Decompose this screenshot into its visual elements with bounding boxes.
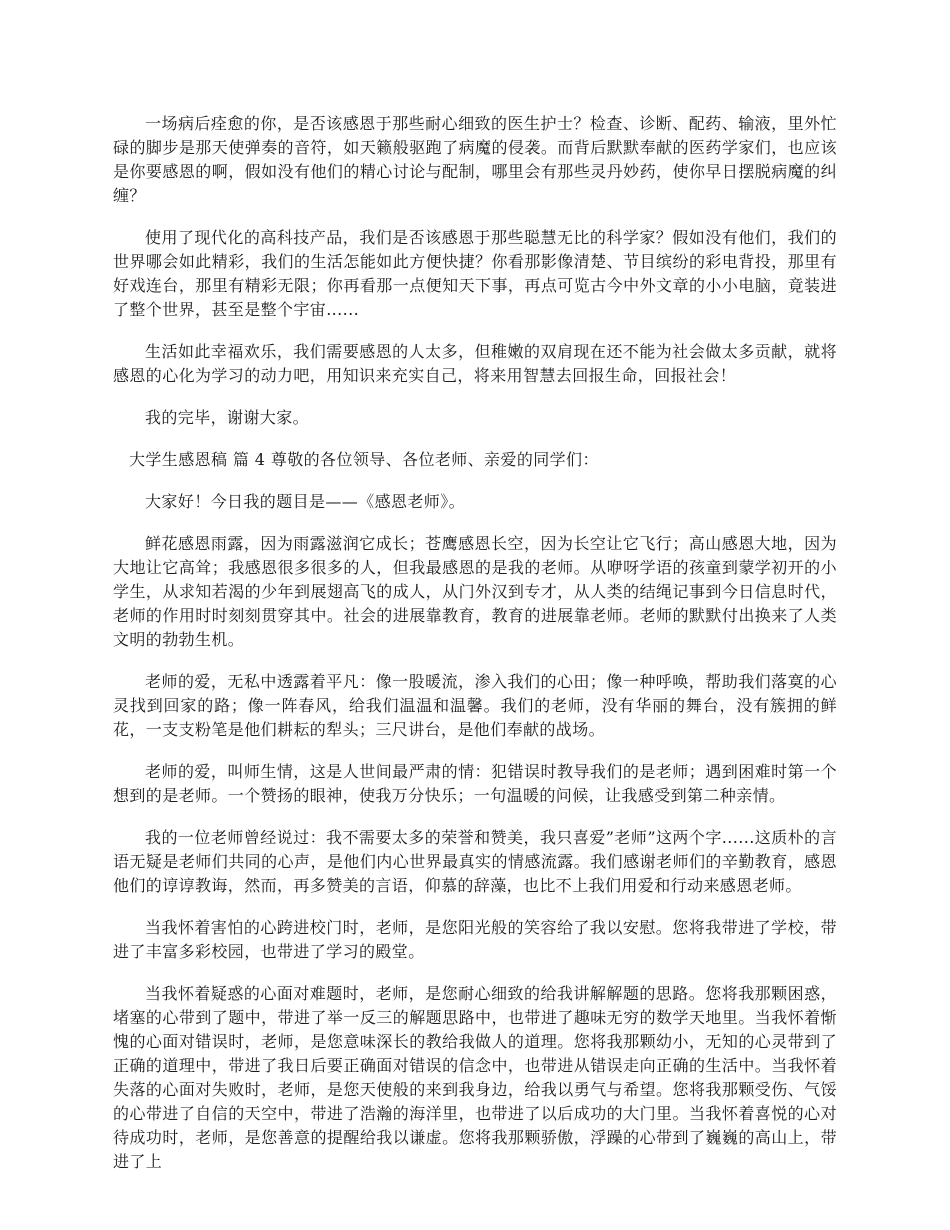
paragraph: 生活如此幸福欢乐，我们需要感恩的人太多，但稚嫩的双肩现在还不能为社会做太多贡献，就将感恩的心化为学习的动力吧，用知识来充实自己，将来用智慧去回报生命，回报社会！ xyxy=(113,342,837,385)
paragraph: 我的完毕，谢谢大家。 xyxy=(145,408,310,427)
paragraph: 当我怀着疑惑的心面对难题时，老师，是您耐心细致的给我讲解解题的思路。您将我那颗困惑，堵塞的心带到了题中，带进了举一反三的解题思路中，也带进了趣味无穷的数学天地里。当我怀着惭愧的心面对错误时，老师，是您意味深长的教给我做人的道理。您将我那颗幼小，无知的心灵带到了正确的道理中，带进了我日后要正确面对错误的信念中，也带进从错误走向正确的生活中。当我怀着失落的心面对失败时，老师，是您天使般的来到我身边，给我以勇气与希望。您将我那颗受伤、气馁的心带进了自信的天空中，带进了浩瀚的海洋里，也带进了以后成功的大门里。当我怀着喜悦的心对待成功时，老师，是您善意的提醒给我以谦虚。您将我那颗骄傲，浮躁的心带到了巍巍的高山上，带进了上 xyxy=(113,984,837,1171)
document-body xyxy=(113,112,837,1174)
paragraph: 我的一位老师曾经说过：我不需要太多的荣誉和赞美，我只喜爱”老师”这两个字......这质朴的言语无疑是老师们共同的心声，是他们内心世界最真实的情感流露。我们感谢老师们的辛勤教育，感恩他们的谆谆教诲，然而，再多赞美的言语，仰慕的辞藻，也比不上我们用爱和行动来感恩老师。 xyxy=(113,828,837,895)
paragraph: 使用了现代化的高科技产品，我们是否该感恩于那些聪慧无比的科学家？假如没有他们，我们的世界哪会如此精彩，我们的生活怎能如此方便快捷？你看那影像清楚、节目缤纷的彩电背投，那里有好戏连台，那里有精彩无限；你再看那一点便知天下事，再点可览古今中外文章的小小电脑，竟装进了整个世界，甚至是整个宇宙...... xyxy=(113,228,837,319)
section-heading: 大学生感恩稿 篇 4 尊敬的各位领导、各位老师、亲爱的同学们： xyxy=(129,450,599,469)
paragraph: 老师的爱，无私中透露着平凡：像一股暖流，渗入我们的心田；像一种呼唤，帮助我们落寞的心灵找到回家的路；像一阵春风，给我们温温和温馨。我们的老师，没有华丽的舞台，没有簇拥的鲜花，一支支粉笔是他们耕耘的犁头；三尺讲台，是他们奉献的战场。 xyxy=(113,672,837,739)
paragraph: 鲜花感恩雨露，因为雨露滋润它成长；苍鹰感恩长空，因为长空让它飞行；高山感恩大地，因为大地让它高耸；我感恩很多很多的人，但我最感恩的是我的老师。从咿呀学语的孩童到蒙学初开的小学生，从求知若渴的少年到展翅高飞的成人，从门外汉到专才，从人类的结绳记事到今日信息时代，老师的作用时时刻刻贯穿其中。社会的进展靠教育，教育的进展靠老师。老师的默默付出换来了人类文明的勃勃生机。 xyxy=(113,534,837,649)
paragraph: 老师的爱，叫师生情，这是人世间最严肃的情：犯错误时教导我们的是老师；遇到困难时第一个想到的是老师。一个赞扬的眼神，使我万分快乐；一句温暖的问候，让我感受到第二种亲情。 xyxy=(113,762,837,805)
paragraph: 一场病后痊愈的你，是否该感恩于那些耐心细致的医生护士？检查、诊断、配药、输液，里外忙碌的脚步是那天使弹奏的音符，如天籁般驱跑了病魔的侵袭。而背后默默奉献的医药学家们，也应该是你要感恩的啊，假如没有他们的精心讨论与配制，哪里会有那些灵丹妙药，使你早日摆脱病魔的纠缠？ xyxy=(113,114,837,205)
paragraph: 大家好！今日我的题目是——《感恩老师》。 xyxy=(145,492,466,511)
paragraph: 当我怀着害怕的心跨进校门时，老师，是您阳光般的笑容给了我以安慰。您将我带进了学校，带进了丰富多彩校园，也带进了学习的殿堂。 xyxy=(113,918,837,961)
